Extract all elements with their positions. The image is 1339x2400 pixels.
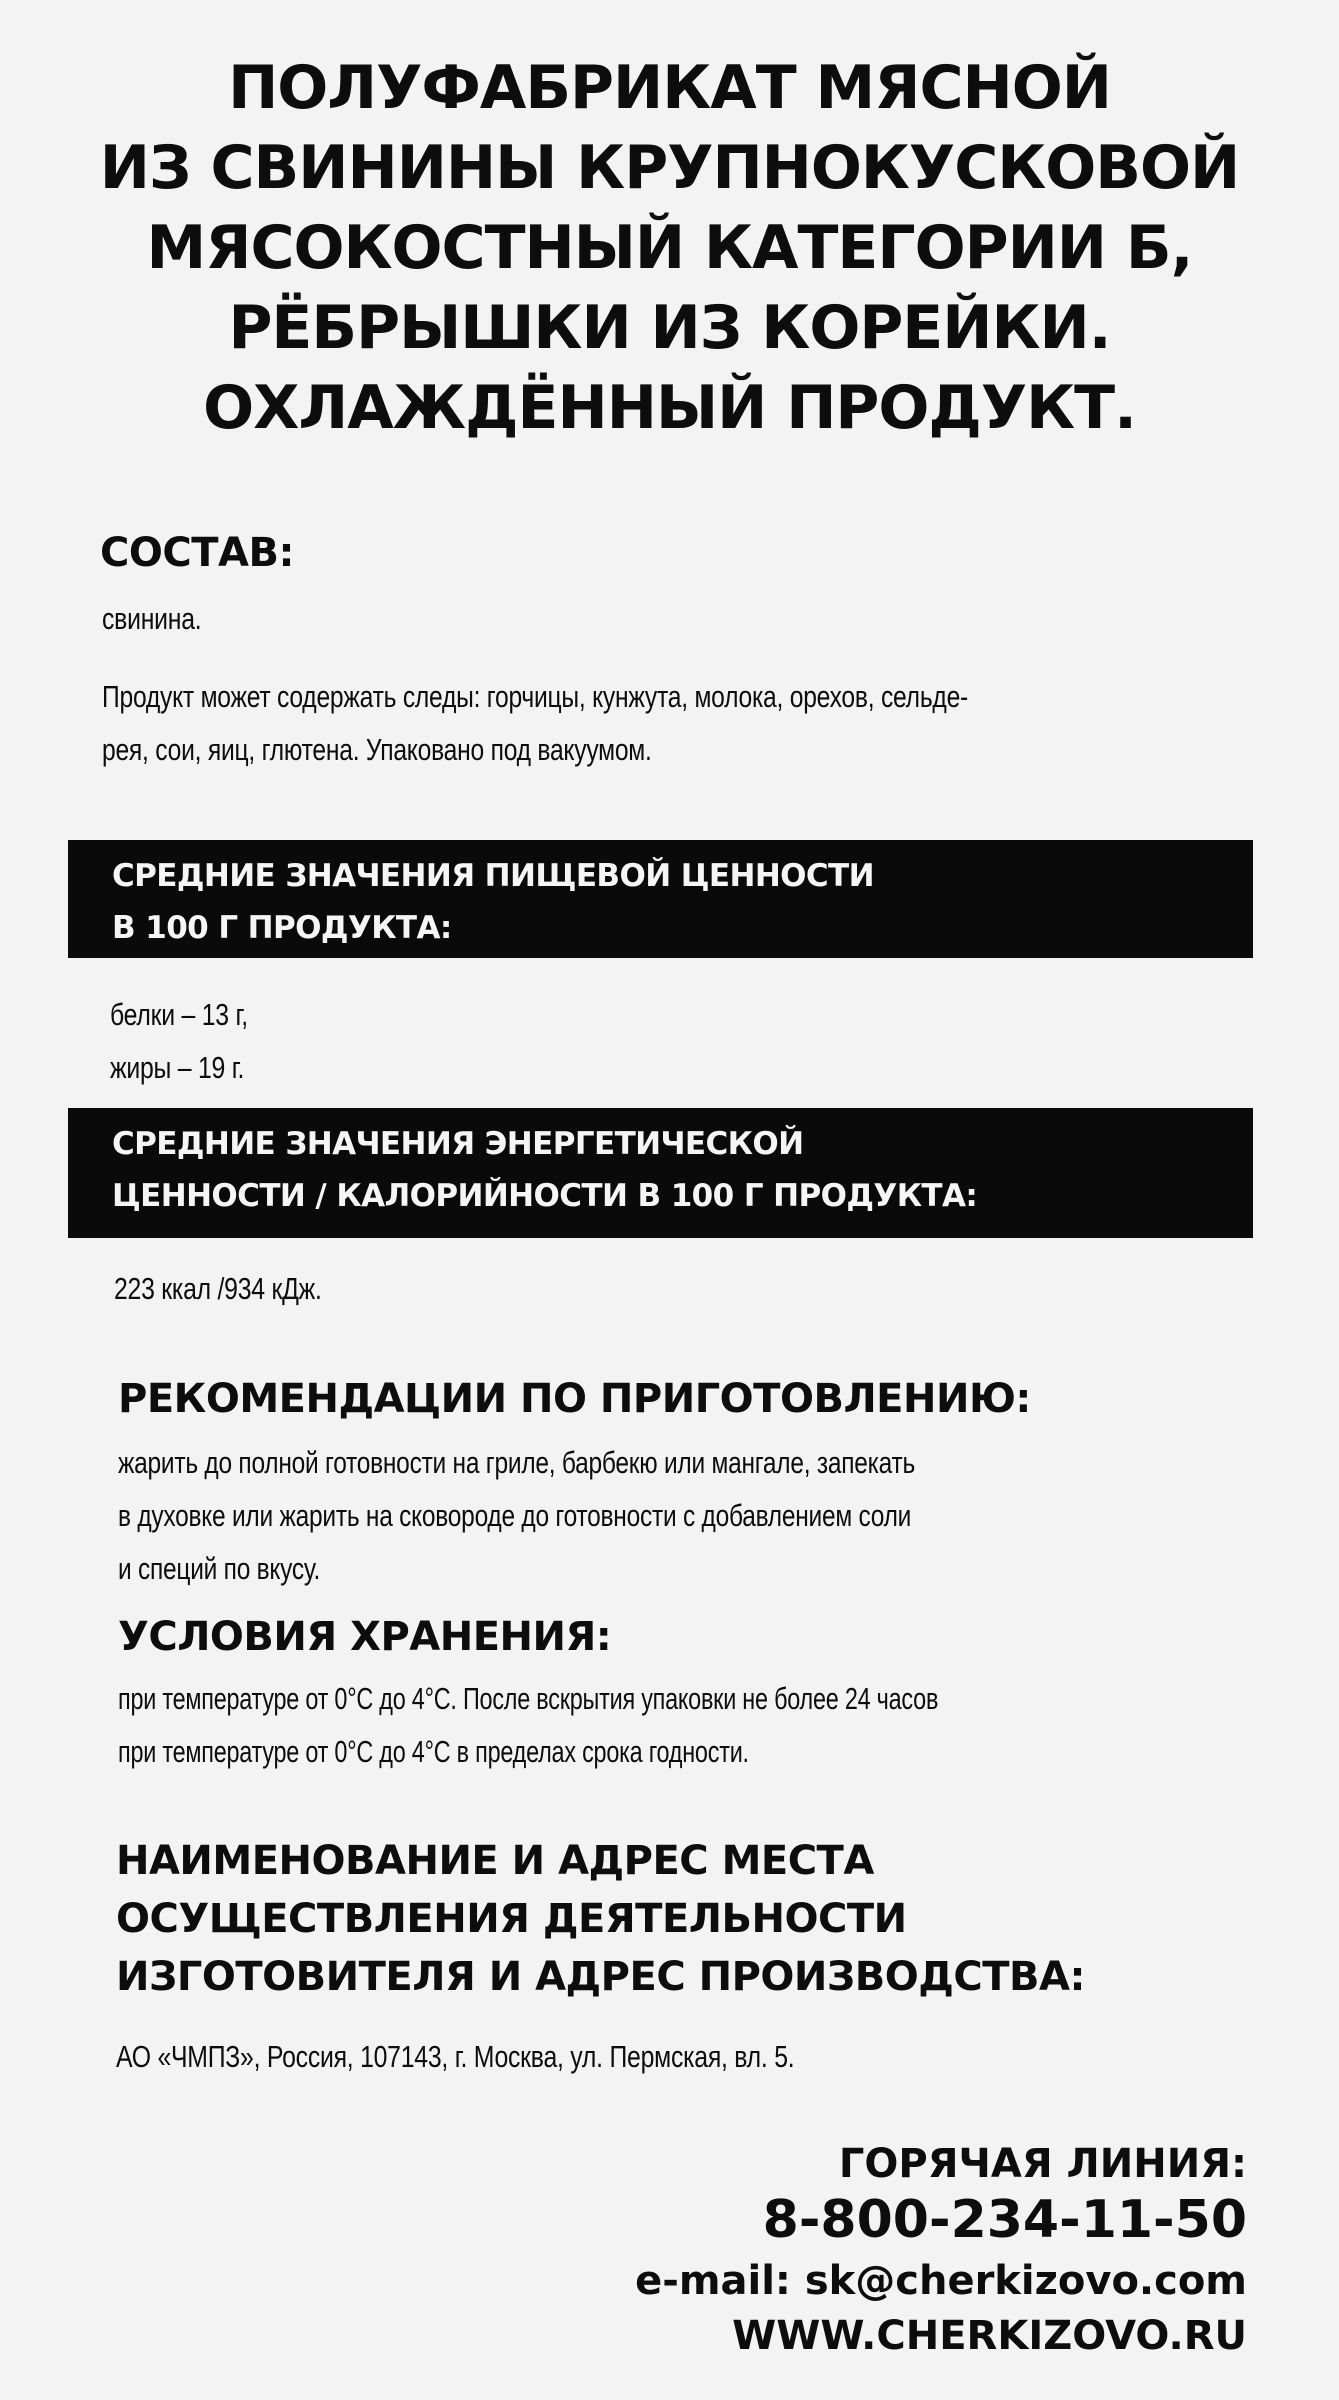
composition-heading: СОСТАВ:	[100, 530, 294, 576]
product-title	[0, 48, 1339, 448]
storage-heading: УСЛОВИЯ ХРАНЕНИЯ:	[118, 1614, 612, 1660]
nutrition-heading-line: В 100 Г ПРОДУКТА:	[112, 910, 452, 946]
hotline-phone: 8-800-234-11-50	[762, 2190, 1247, 2250]
contact-email: e-mail: sk@cherkizovo.com	[635, 2258, 1247, 2304]
allergens-line: Продукт может содержать следы: горчицы, кунжута, молока, орехов, сельде-	[102, 679, 969, 714]
energy-heading-line: ЦЕННОСТИ / КАЛОРИЙНОСТИ В 100 Г ПРОДУКТА:	[112, 1178, 978, 1214]
storage-line: при температуре от 0°С до 4°С в пределах срока годности.	[118, 1734, 749, 1769]
title-line: ИЗ СВИНИНЫ КРУПНОКУСКОВОЙ	[99, 133, 1240, 203]
allergens-line: рея, сои, яиц, глютена. Упаковано под вакуумом.	[102, 732, 652, 767]
cooking-line: и специй по вкусу.	[118, 1551, 321, 1586]
cooking-line: жарить до полной готовности на гриле, барбекю или мангале, запекать	[118, 1445, 915, 1480]
ingredients-text: свинина.	[102, 601, 202, 636]
energy-value: 223 ккал /934 кДж.	[114, 1271, 322, 1306]
storage-text	[118, 1672, 938, 1778]
allergens-text	[102, 670, 968, 776]
energy-heading-band	[68, 1108, 1253, 1238]
nutrition-heading-line: СРЕДНИЕ ЗНАЧЕНИЯ ПИЩЕВОЙ ЦЕННОСТИ	[112, 858, 874, 894]
cooking-text	[118, 1436, 915, 1595]
manufacturer-heading-line: НАИМЕНОВАНИЕ И АДРЕС МЕСТА	[116, 1838, 874, 1884]
contact-website: WWW.CHERKIZOVO.RU	[732, 2313, 1247, 2359]
title-line: ПОЛУФАБРИКАТ МЯСНОЙ	[228, 53, 1111, 123]
title-line: ОХЛАЖДЁННЫЙ ПРОДУКТ.	[203, 373, 1136, 443]
cooking-line: в духовке или жарить на сковороде до готовности с добавлением соли	[118, 1498, 912, 1533]
storage-line: при температуре от 0°С до 4°С. После вскрытия упаковки не более 24 часов	[118, 1681, 939, 1716]
title-line: РЁБРЫШКИ ИЗ КОРЕЙКИ.	[228, 293, 1111, 363]
cooking-heading: РЕКОМЕНДАЦИИ ПО ПРИГОТОВЛЕНИЮ:	[118, 1376, 1031, 1422]
protein-value: белки – 13 г,	[110, 997, 248, 1032]
title-line: МЯСОКОСТНЫЙ КАТЕГОРИИ Б,	[146, 213, 1193, 283]
manufacturer-heading	[116, 1832, 1085, 2006]
nutrition-values	[110, 988, 248, 1094]
fat-value: жиры – 19 г.	[110, 1050, 245, 1085]
manufacturer-heading-line: ОСУЩЕСТВЛЕНИЯ ДЕЯТЕЛЬНОСТИ	[116, 1896, 907, 1942]
nutrition-heading-band	[68, 840, 1253, 958]
hotline-label: ГОРЯЧАЯ ЛИНИЯ:	[838, 2141, 1247, 2187]
energy-heading-line: СРЕДНИЕ ЗНАЧЕНИЯ ЭНЕРГЕТИЧЕСКОЙ	[112, 1126, 804, 1162]
manufacturer-heading-line: ИЗГОТОВИТЕЛЯ И АДРЕС ПРОИЗВОДСТВА:	[116, 1954, 1085, 2000]
manufacturer-address: АО «ЧМПЗ», Россия, 107143, г. Москва, ул. Пермская, вл. 5.	[116, 2039, 795, 2074]
